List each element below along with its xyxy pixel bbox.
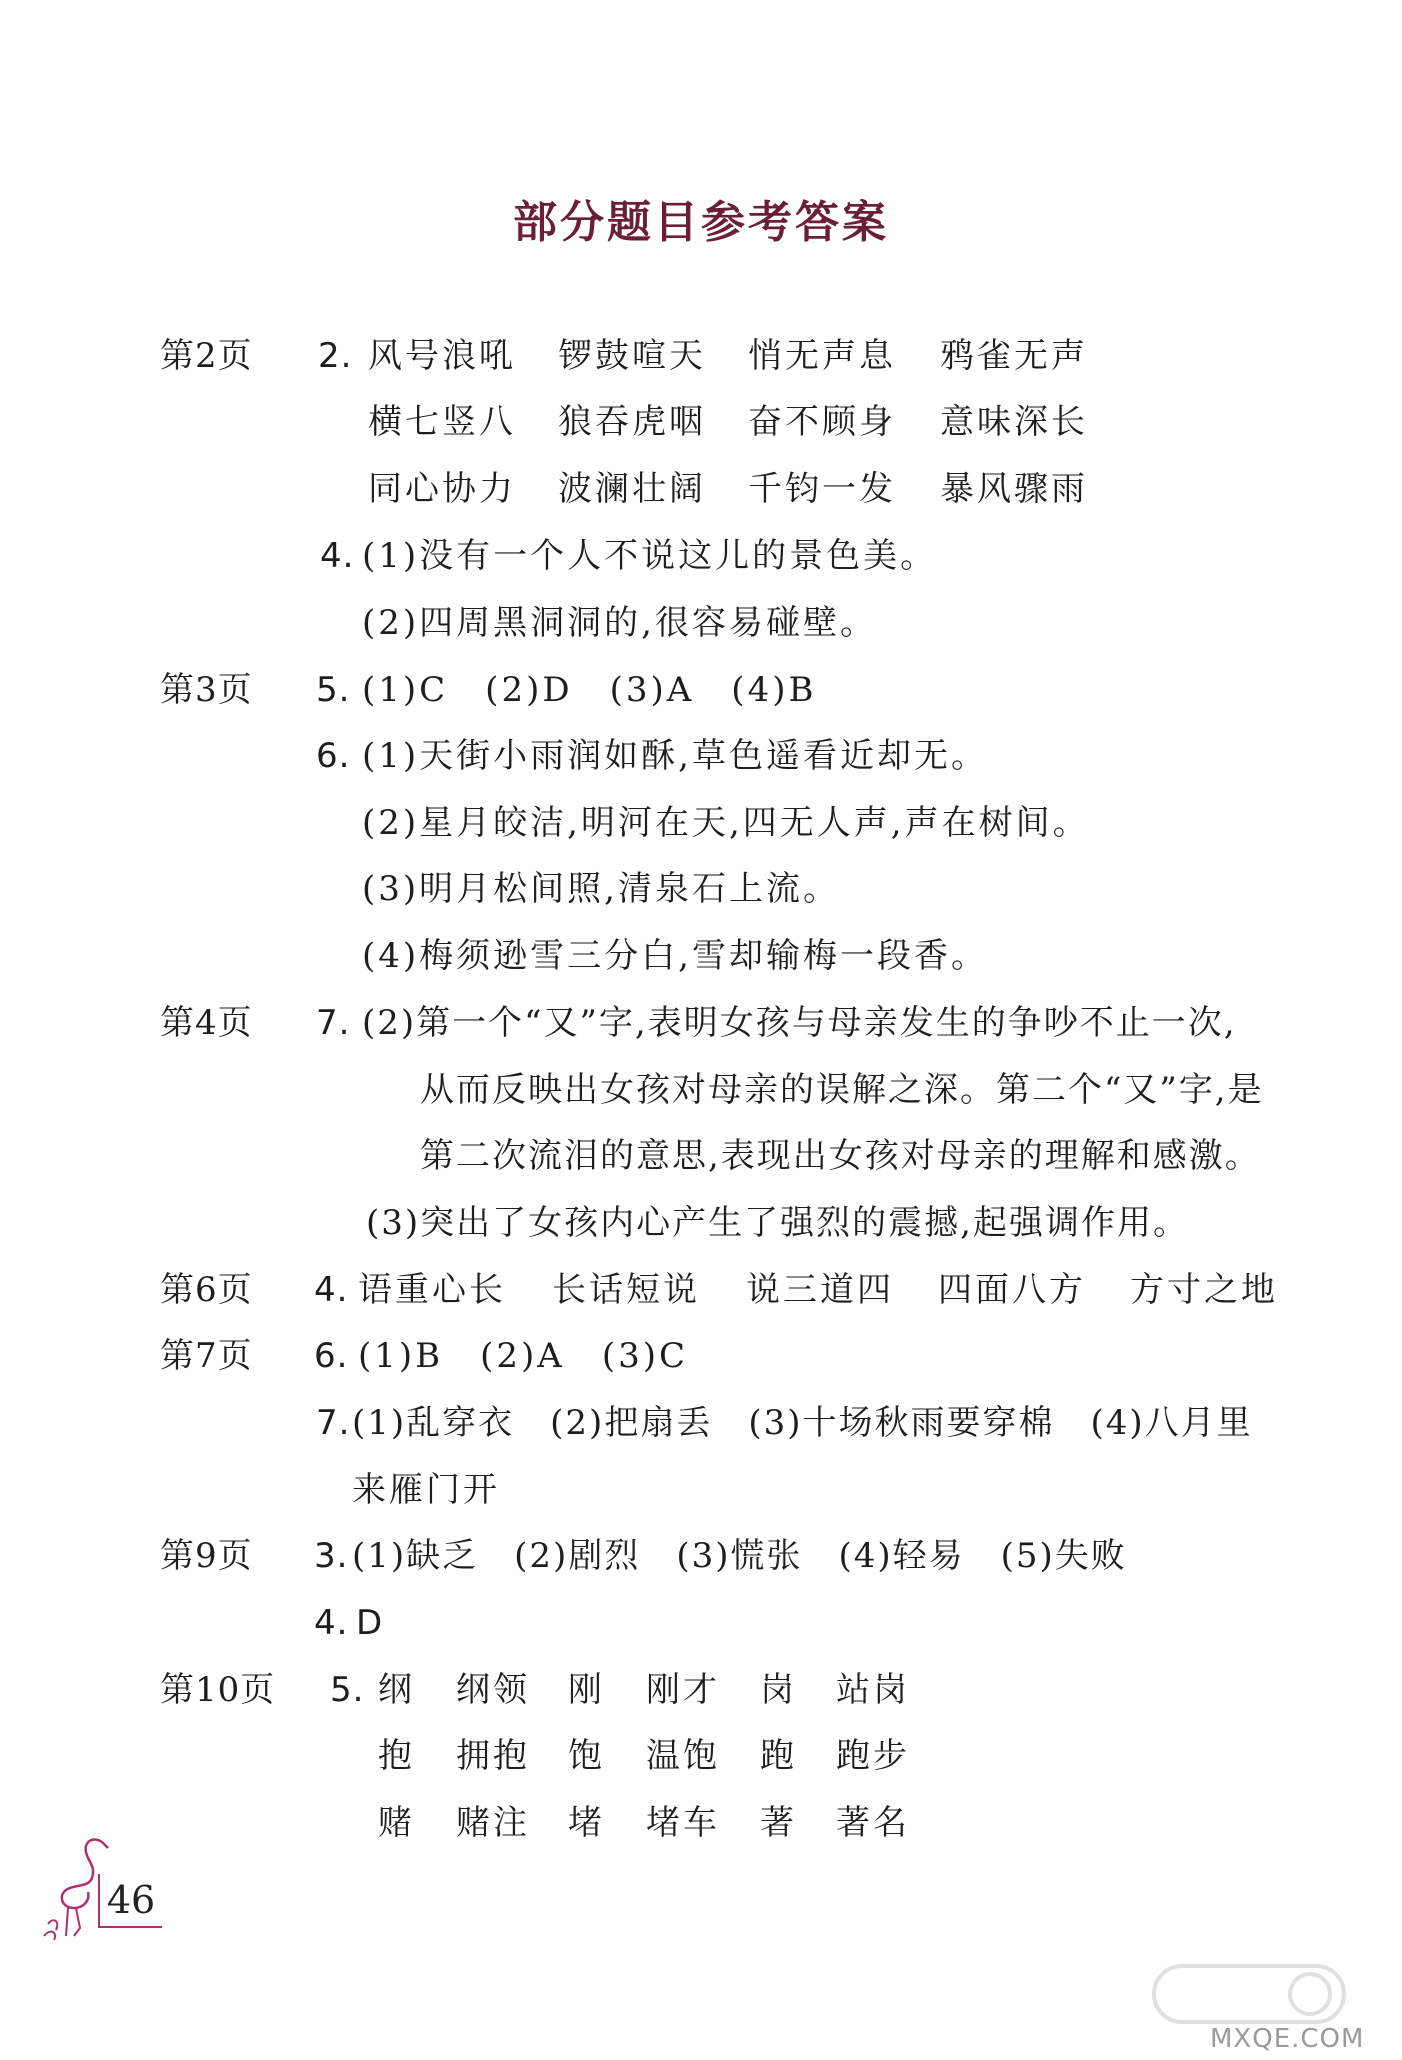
- answer-cell: 意味深长: [940, 402, 1088, 442]
- answer-cell: 鸦雀无声: [940, 336, 1088, 376]
- question-number: 7.: [316, 1003, 351, 1043]
- answer-line: (3)明月松间照,清泉石上流。: [362, 869, 840, 909]
- answer-cell: 暴风骤雨: [940, 469, 1088, 509]
- answer-line: (4)梅须逊雪三分白,雪却输梅一段香。: [362, 936, 988, 976]
- question-number: 5.: [330, 1670, 365, 1710]
- answer-line: (1)B (2)A (3)C: [358, 1336, 689, 1376]
- answer-cell: 跑: [760, 1736, 797, 1776]
- page-ref: 第3页: [160, 670, 253, 710]
- question-number: 4.: [314, 1270, 349, 1310]
- page-ref: 第2页: [160, 336, 253, 376]
- answer-line: (2)星月皎洁,明河在天,四无人声,声在树间。: [362, 803, 1090, 843]
- answer-cell: 横七竖八: [368, 402, 516, 442]
- answer-cell: 刚: [568, 1670, 605, 1710]
- answer-cell: 赌: [378, 1803, 415, 1843]
- question-number: 4.: [314, 1603, 349, 1643]
- answer-line: (2)四周黑洞洞的,很容易碰壁。: [362, 603, 877, 643]
- answer-cell: 四面八方: [938, 1270, 1086, 1310]
- answer-cell: 站岗: [836, 1670, 910, 1710]
- answer-line: (1)天街小雨润如酥,草色遥看近却无。: [362, 736, 988, 776]
- answer-line: (1)没有一个人不说这儿的景色美。: [362, 536, 938, 576]
- watermark-logo-icon: [1150, 1960, 1350, 2030]
- question-number: 5.: [316, 670, 351, 710]
- answer-line: (1)缺乏 (2)剧烈 (3)慌张 (4)轻易 (5)失败: [352, 1536, 1127, 1576]
- answer-cell: 堵: [568, 1803, 605, 1843]
- question-number: 4.: [320, 536, 355, 576]
- watermark-text: MXQE.COM: [1210, 2024, 1365, 2054]
- answer-cell: 纲领: [456, 1670, 530, 1710]
- answer-cell: 纲: [378, 1670, 415, 1710]
- answer-cell: 岗: [760, 1670, 797, 1710]
- page-number: 46: [98, 1874, 162, 1928]
- question-number: 2.: [318, 336, 353, 376]
- answer-line: 第二次流泪的意思,表现出女孩对母亲的理解和感激。: [420, 1136, 1261, 1176]
- page-ref: 第7页: [160, 1336, 253, 1376]
- answer-line: 来雁门开: [352, 1470, 500, 1510]
- answer-cell: 同心协力: [368, 469, 516, 509]
- answer-cell: 语重心长: [358, 1270, 506, 1310]
- answer-line: (1)C (2)D (3)A (4)B: [362, 670, 817, 710]
- page-ref: 第4页: [160, 1003, 253, 1043]
- answer-cell: 长话短说: [552, 1270, 700, 1310]
- answer-cell: 风号浪吼: [368, 336, 516, 376]
- answer-line: (2)第一个“又”字,表明女孩与母亲发生的争吵不止一次,: [362, 1003, 1237, 1043]
- answer-line: D: [356, 1603, 386, 1643]
- answer-line: 从而反映出女孩对母亲的误解之深。第二个“又”字,是: [420, 1070, 1264, 1110]
- answer-cell: 锣鼓喧天: [558, 336, 706, 376]
- page-ref: 第9页: [160, 1536, 253, 1576]
- question-number: 6.: [316, 736, 351, 776]
- page-ref: 第6页: [160, 1270, 253, 1310]
- answer-cell: 跑步: [836, 1736, 910, 1776]
- answer-cell: 刚才: [646, 1670, 720, 1710]
- answer-cell: 赌注: [456, 1803, 530, 1843]
- answer-cell: 著名: [836, 1803, 910, 1843]
- answer-cell: 抱: [378, 1736, 415, 1776]
- page-ref: 第10页: [160, 1670, 276, 1710]
- answer-line: (3)突出了女孩内心产生了强烈的震撼,起强调作用。: [366, 1203, 1189, 1243]
- answer-cell: 堵车: [646, 1803, 720, 1843]
- question-number: 3.: [314, 1536, 349, 1576]
- page-title: 部分题目参考答案: [513, 197, 889, 248]
- question-number: 6.: [314, 1336, 349, 1376]
- answer-cell: 温饱: [646, 1736, 720, 1776]
- answer-line: (1)乱穿衣 (2)把扇丢 (3)十场秋雨要穿棉 (4)八月里: [352, 1403, 1253, 1443]
- answer-cell: 狼吞虎咽: [558, 402, 706, 442]
- question-number: 7.: [316, 1403, 351, 1443]
- answer-cell: 著: [760, 1803, 797, 1843]
- answer-cell: 悄无声息: [748, 336, 896, 376]
- answer-cell: 千钧一发: [748, 469, 896, 509]
- answer-cell: 奋不顾身: [748, 402, 896, 442]
- answer-cell: 说三道四: [746, 1270, 894, 1310]
- answer-cell: 波澜壮阔: [558, 469, 706, 509]
- answer-cell: 饱: [568, 1736, 605, 1776]
- answer-cell: 拥抱: [456, 1736, 530, 1776]
- answer-cell: 方寸之地: [1130, 1270, 1278, 1310]
